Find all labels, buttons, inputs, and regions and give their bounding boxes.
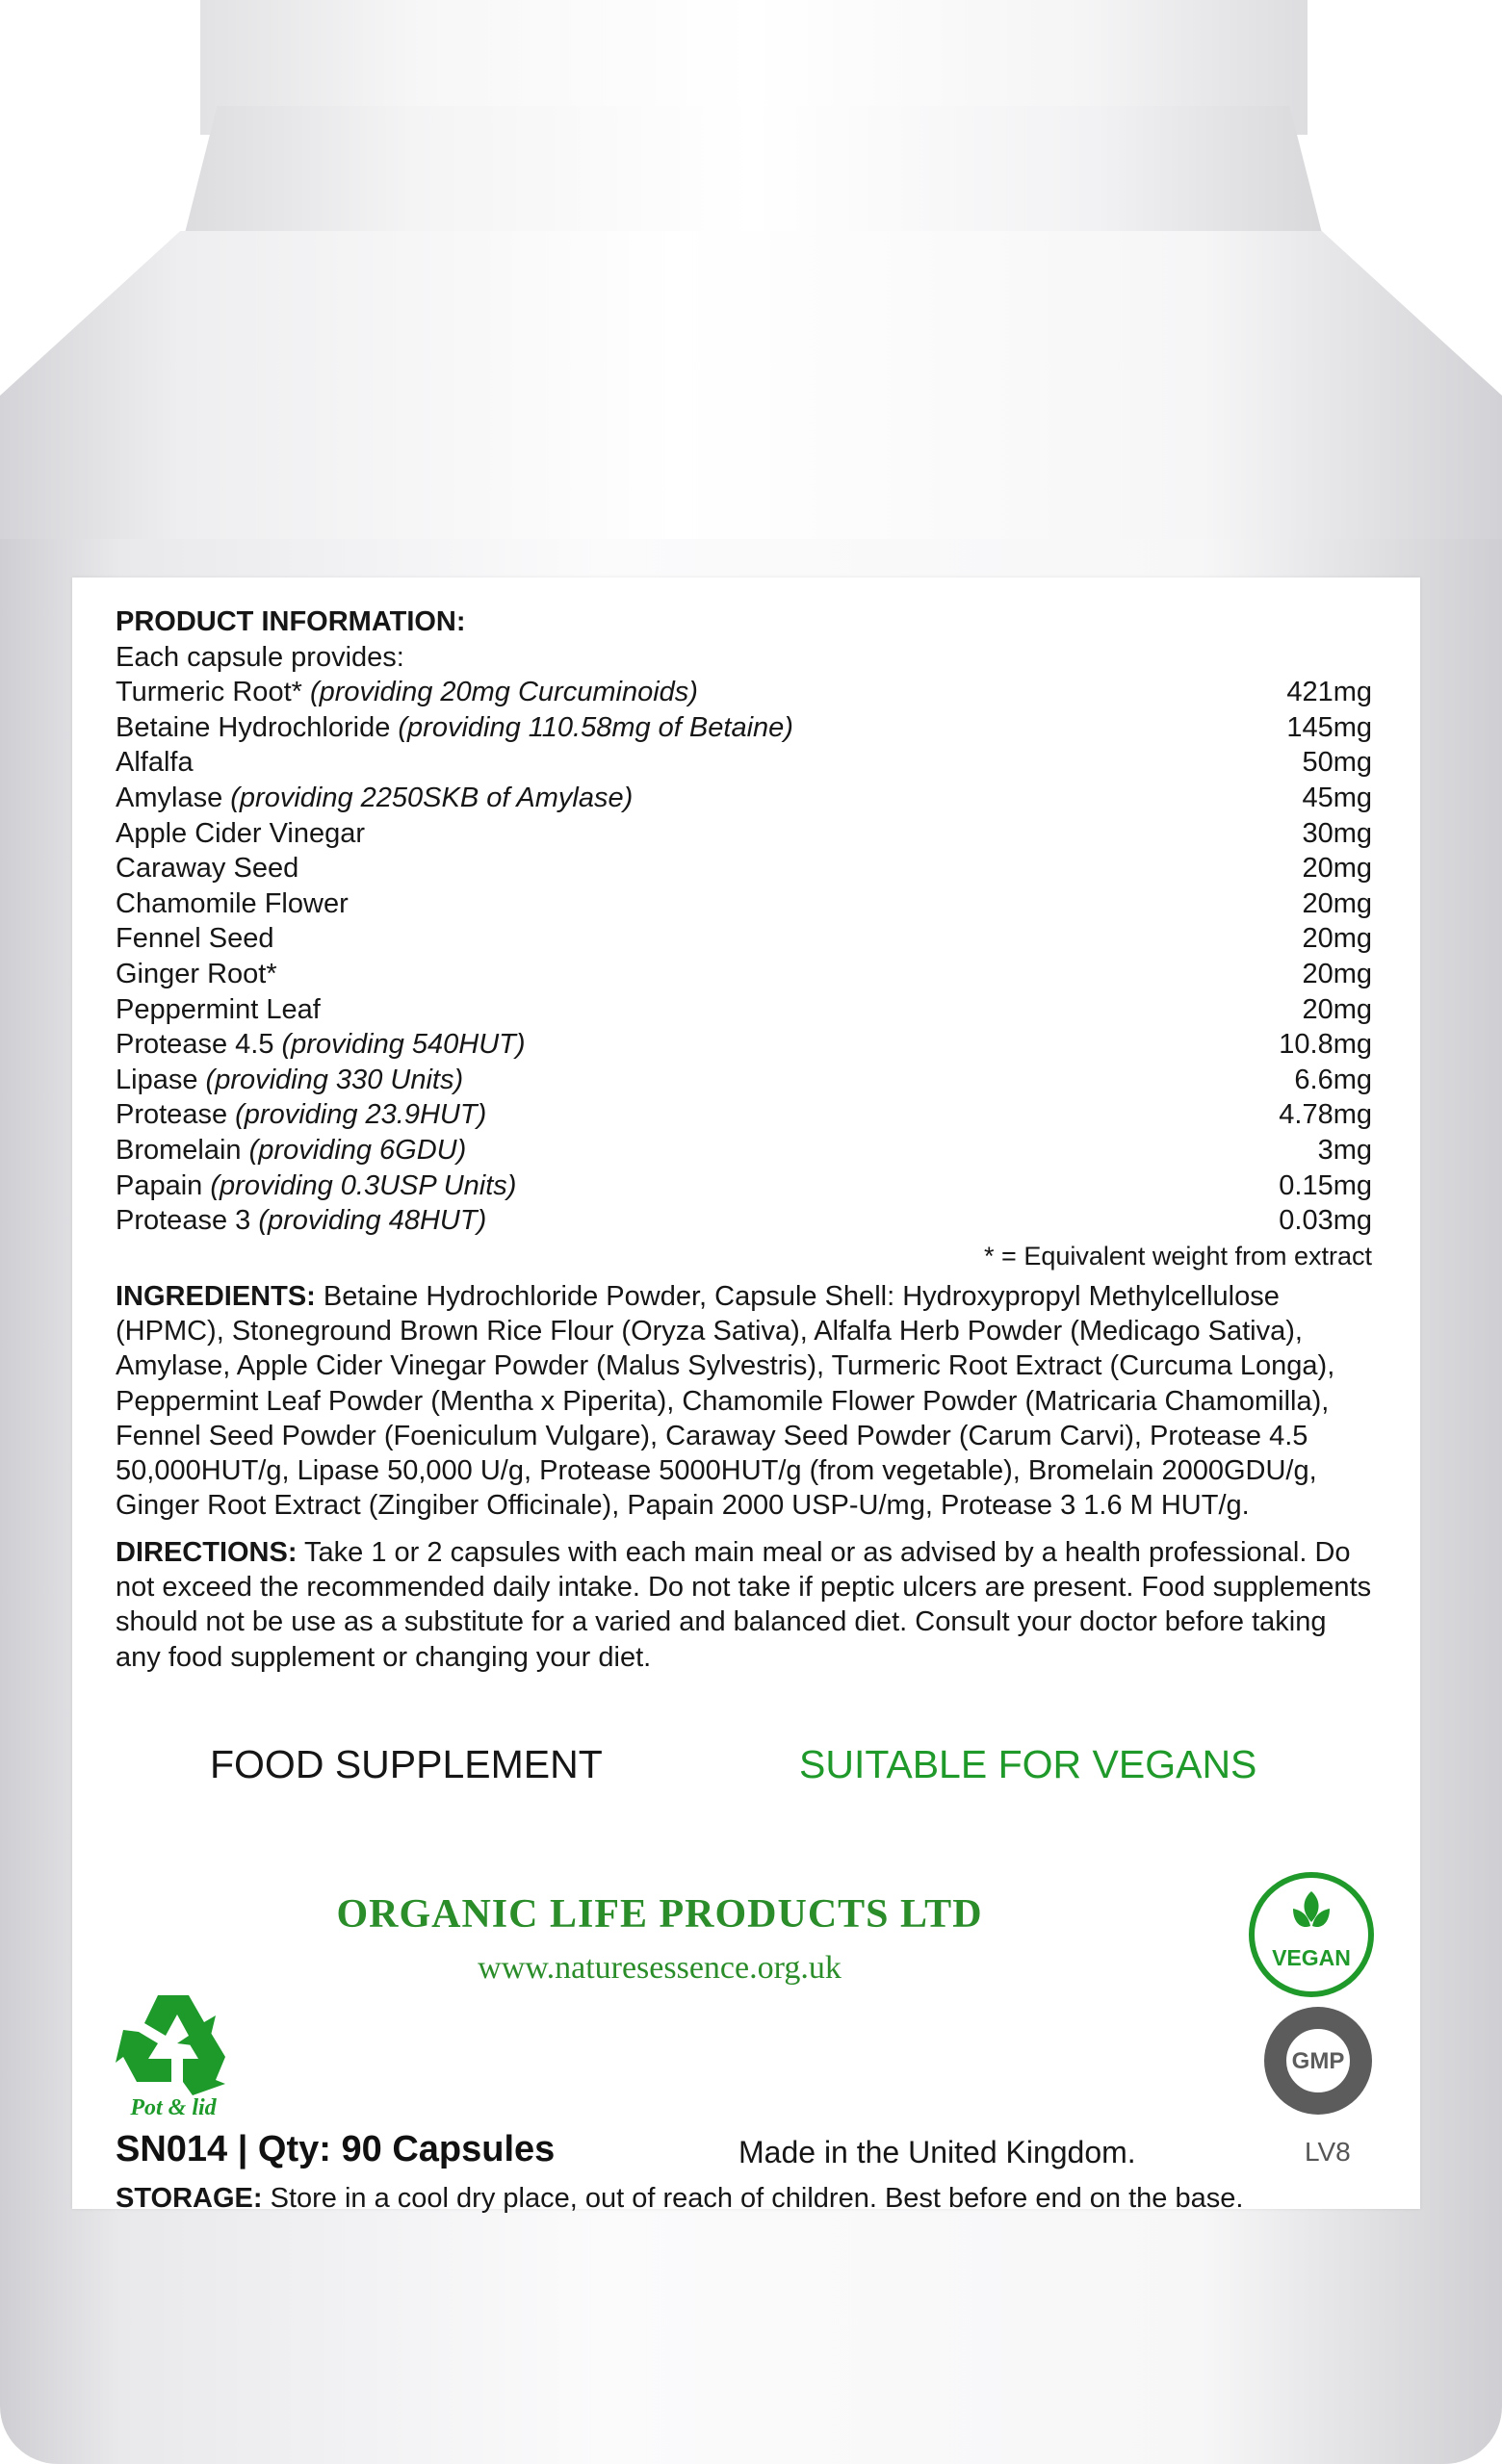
nutrient-name <box>116 851 298 886</box>
nutrient-label: Alfalfa <box>116 747 194 779</box>
nutrient-label: Chamomile Flower <box>116 887 349 919</box>
nutrient-note: (providing 6GDU) <box>248 1134 467 1166</box>
nutrient-amount: 20mg <box>1302 958 1372 989</box>
nutrient-amount: 421mg <box>1286 677 1372 708</box>
nutrient-row <box>116 816 1372 852</box>
made-in-text: Made in the United Kingdom. <box>738 2135 1136 2169</box>
gmp-badge-icon <box>1264 2007 1372 2115</box>
bottle-lid-base <box>183 106 1324 241</box>
nutrient-name <box>116 957 277 992</box>
nutrient-amount: 45mg <box>1302 782 1372 813</box>
nutrient-amount: 10.8mg <box>1279 1029 1372 1061</box>
recycle-logo <box>116 1988 231 2132</box>
nutrient-row <box>116 957 1372 992</box>
ingredients-paragraph <box>116 1279 1372 1524</box>
nutrient-note: (providing 48HUT) <box>258 1205 487 1237</box>
nutrient-amount: 30mg <box>1302 817 1372 849</box>
product-info-heading: PRODUCT INFORMATION: <box>116 606 466 637</box>
nutrient-label: Caraway Seed <box>116 853 299 885</box>
nutrient-amount: 0.03mg <box>1279 1205 1372 1237</box>
nutrient-row <box>116 851 1372 886</box>
nutrient-row <box>116 1027 1372 1063</box>
label-content <box>116 604 1372 1675</box>
nutrient-row <box>116 745 1372 781</box>
storage-heading: STORAGE: <box>116 2183 263 2214</box>
gmp-badge-text: GMP <box>1291 2048 1345 2074</box>
nutrient-amount: 6.6mg <box>1294 1064 1372 1095</box>
nutrient-name <box>116 816 365 852</box>
nutrient-row <box>116 921 1372 957</box>
lot-code: LV8 <box>1305 2137 1351 2167</box>
directions-heading: DIRECTIONS: <box>116 1536 298 1568</box>
nutrient-name <box>116 921 273 957</box>
directions-text: Take 1 or 2 capsules with each main meal or as advised by a health professional. Do not exceed the recommended daily intake. Do not take if peptic ulcers are present. Food supplements should not be use as a substitute for a varied and balanced diet. Consult your doctor before taking any food supplement or changing your diet. <box>116 1536 1372 1673</box>
ingredients-text: Betaine Hydrochloride Powder, Capsule Shell: Hydroxypropyl Methylcellulose (HPMC), Stoneground Brown Rice Flour (Oryza Sativa), Alfalfa Herb Powder (Medicago Sativa), Amylase, Apple Cider Vinegar Powder (Malus Sylvestris), Turmeric Root Extract (Curcuma Longa), Peppermint Leaf Powder (Mentha x Piperita), Chamomile Flower Powder (Matricaria Chamomilla), Fennel Seed Powder (Foeniculum Vulgare), Caraway Seed Powder (Carum Carvi), Protease 4.5 50,000HUT/g, Lipase 50,000 U/g, Protease 5000HUT/g (from vegetable), Bromelain 2000GDU/g, Ginger Root Extract (Zingiber Officinale), Papain 2000 USP-U/mg, Protease 3 1.6 M HUT/g. <box>116 1280 1335 1522</box>
vegan-badge <box>1249 1872 1374 1997</box>
nutrient-name <box>116 781 633 816</box>
ingredients-heading: INGREDIENTS: <box>116 1280 316 1312</box>
nutrient-row <box>116 781 1372 816</box>
nutrient-name <box>116 745 194 781</box>
nutrient-note: (providing 330 Units) <box>205 1064 464 1095</box>
each-capsule-text: Each capsule provides: <box>116 641 404 673</box>
nutrient-amount: 145mg <box>1286 711 1372 743</box>
nutrient-name <box>116 675 698 710</box>
leaf-icon <box>1255 1882 1368 1949</box>
directions-paragraph <box>116 1535 1372 1675</box>
nutrient-amount: 50mg <box>1302 747 1372 779</box>
nutrient-note: (providing 2250SKB of Amylase) <box>230 782 634 813</box>
nutrient-row <box>116 675 1372 710</box>
nutrient-name <box>116 886 349 922</box>
nutrient-row <box>116 1133 1372 1168</box>
food-supplement-text: FOOD SUPPLEMENT <box>210 1742 603 1786</box>
nutrient-label: Turmeric Root* <box>116 677 302 708</box>
nutrient-label: Papain <box>116 1169 203 1201</box>
nutrient-label: Bromelain <box>116 1134 242 1166</box>
suitable-for-vegans-text: SUITABLE FOR VEGANS <box>799 1742 1257 1786</box>
nutrient-label: Betaine Hydrochloride <box>116 711 391 743</box>
gmp-badge-inner <box>1283 2026 1353 2095</box>
nutrient-note: (providing 110.58mg of Betaine) <box>398 711 793 743</box>
nutrient-note: (providing 0.3USP Units) <box>210 1169 517 1201</box>
company-name: ORGANIC LIFE PRODUCTS LTD <box>336 1892 983 1937</box>
nutrient-name <box>116 1097 486 1133</box>
nutrient-row <box>116 1063 1372 1098</box>
nutrient-label: Ginger Root* <box>116 958 277 989</box>
nutrient-amount: 20mg <box>1302 853 1372 885</box>
nutrient-label: Fennel Seed <box>116 923 274 955</box>
nutrient-row <box>116 1203 1372 1239</box>
nutrient-amount: 4.78mg <box>1279 1099 1372 1131</box>
product-label <box>72 578 1420 2214</box>
nutrient-name <box>116 1168 516 1204</box>
nutrient-amount: 0.15mg <box>1279 1169 1372 1201</box>
nutrient-amount: 20mg <box>1302 993 1372 1025</box>
nutrient-label: Lipase <box>116 1064 198 1095</box>
nutrient-label: Peppermint Leaf <box>116 993 321 1025</box>
bottom-info-line <box>116 2129 1386 2177</box>
nutrient-row <box>116 1097 1372 1133</box>
nutrient-amount: 3mg <box>1317 1134 1372 1166</box>
nutrient-name <box>116 1027 526 1063</box>
claims-row <box>72 1742 1420 1790</box>
nutrient-label: Apple Cider Vinegar <box>116 817 366 849</box>
nutrient-row <box>116 992 1372 1028</box>
nutrient-name <box>116 992 321 1028</box>
nutrient-row <box>116 1168 1372 1204</box>
vegan-badge-text: VEGAN <box>1272 1945 1351 1970</box>
sku-qty: SN014 | Qty: 90 Capsules <box>116 2129 556 2169</box>
recycle-label: Pot & lid <box>130 2095 217 2120</box>
nutrient-row <box>116 710 1372 746</box>
nutrient-label: Protease 4.5 <box>116 1029 274 1061</box>
nutrient-row <box>116 886 1372 922</box>
nutrient-label: Protease <box>116 1099 228 1131</box>
nutrient-name <box>116 710 793 746</box>
website-text: www.naturesessence.org.uk <box>478 1950 842 1986</box>
nutrient-amount: 20mg <box>1302 923 1372 955</box>
recycle-icon <box>116 1988 231 2098</box>
nutrient-note: (providing 23.9HUT) <box>235 1099 487 1131</box>
storage-text: Store in a cool dry place, out of reach of children. Best before end on the base. <box>270 2183 1244 2214</box>
nutrient-name <box>116 1203 486 1239</box>
nutrient-label: Amylase <box>116 782 223 813</box>
footnote: * = Equivalent weight from extract <box>984 1241 1372 1270</box>
storage-line <box>116 2183 1243 2215</box>
nutrient-amount: 20mg <box>1302 887 1372 919</box>
nutrient-name <box>116 1063 463 1098</box>
nutrient-name <box>116 1133 466 1168</box>
nutrient-note: (providing 540HUT) <box>281 1029 526 1061</box>
nutrient-note: (providing 20mg Curcuminoids) <box>309 677 698 708</box>
nutrient-label: Protease 3 <box>116 1205 251 1237</box>
nutrient-table <box>116 675 1372 1239</box>
